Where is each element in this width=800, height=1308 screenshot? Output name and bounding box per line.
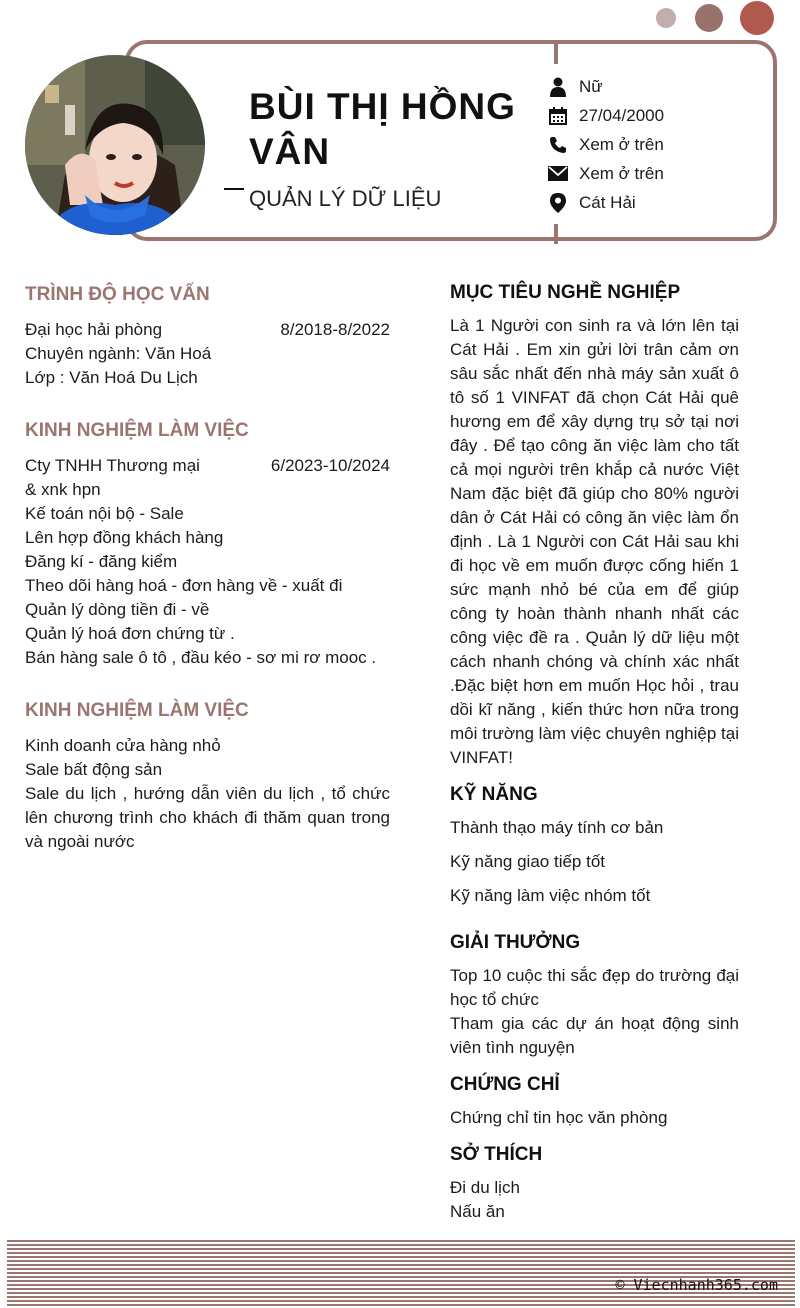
contact-birthday — [548, 101, 664, 130]
left-column — [25, 282, 390, 854]
objective-title: MỤC TIÊU NGHỀ NGHIỆP — [450, 282, 681, 303]
certificates-section — [450, 1072, 739, 1130]
contact-gender — [548, 72, 664, 101]
experience-1-line: Kế toán nội bộ - Sale — [25, 504, 184, 523]
skills-title: KỸ NĂNG — [450, 784, 538, 805]
experience-1-line: Lên hợp đồng khách hàng — [25, 528, 224, 547]
hobby-item: Đi du lịch — [450, 1178, 520, 1197]
objective-text: Là 1 Người con sinh ra và lớn lên tại Cát Hải . Em xin gửi lời trân cảm ơn sâu sắc nhất đến nhà máy sản xuất ô tô số 1 VINFAT đã chọn Cát Hải quê hương em để xây dựng trụ sở tại nơi đây . Để tạo công ăn việc làm cho tất cả mọi người trên khắp cả nước Việt Nam đặc biệt đã giúp cho 80% người dân ở Cát Hải có công ăn việc làm ổn định . Là 1 Người con Cát Hải sau khi đi học về em muốn được cống hiến 1 sức mạnh nhỏ bé của em để giúp công ty hoàn thành nhanh nhất các công việc đề ra . Quản lý dữ liệu một cách nhanh chóng và chính xác nhất .Đặc biệt hơn em muốn Học hỏi , trau dồi kĩ năng , kiến thức hơn nữa trong môi trường làm việc chuyên nghiệp tại VINFAT! — [450, 316, 739, 767]
awards-section — [450, 930, 739, 1060]
experience-1-line: Quản lý hoá đơn chứng từ . — [25, 624, 235, 643]
person-icon — [548, 77, 568, 97]
skill-item: Kỹ năng làm việc nhóm tốt — [450, 886, 651, 905]
education-title: TRÌNH ĐỘ HỌC VẤN — [25, 284, 210, 305]
certificate-item: Chứng chỉ tin học văn phòng — [450, 1108, 668, 1127]
certificates-title: CHỨNG CHỈ — [450, 1074, 560, 1095]
header-divider-bottom — [554, 224, 558, 244]
decor-dot-large — [740, 1, 774, 35]
skills-section — [450, 782, 739, 908]
experience-2-title: KINH NGHIỆM LÀM VIỆC — [25, 700, 249, 721]
contact-email — [548, 159, 664, 188]
position-dash — [224, 188, 244, 190]
award-item: Tham gia các dự án hoạt động sinh viên tình nguyện — [450, 1014, 739, 1057]
contact-birthday-text: 27/04/2000 — [579, 105, 665, 125]
experience-2-line: Sale bất động sản — [25, 760, 163, 779]
experience-1-company-row — [25, 454, 390, 478]
contact-address-text: Cát Hải — [579, 192, 636, 212]
skill-item: Kỹ năng giao tiếp tốt — [450, 852, 606, 871]
location-pin-icon — [548, 193, 568, 213]
contact-email-text: Xem ở trên — [579, 163, 664, 183]
hobbies-section — [450, 1142, 739, 1224]
experience-1-title: KINH NGHIỆM LÀM VIỆC — [25, 420, 249, 441]
experience-1-company: Cty TNHH Thương mại — [25, 456, 200, 475]
education-line: Chuyên ngành: Văn Hoá — [25, 344, 212, 363]
education-section — [25, 282, 390, 390]
mail-icon — [548, 164, 568, 184]
skill-item: Thành thạo máy tính cơ bản — [450, 818, 664, 837]
hobby-item: Nấu ăn — [450, 1202, 505, 1221]
right-column — [450, 280, 739, 1224]
decor-dot-small — [656, 8, 676, 28]
candidate-position: QUẢN LÝ DỮ LIỆU — [249, 186, 442, 211]
contact-gender-text: Nữ — [579, 76, 603, 96]
education-period: 8/2018-8/2022 — [280, 320, 390, 339]
experience-2-line: Sale du lịch , hướng dẫn viên du lịch , tổ chức lên chương trình cho khách đi thăm quan trong và ngoài nước — [25, 784, 390, 851]
footer-stripes — [7, 1240, 795, 1308]
avatar — [25, 55, 205, 235]
experience-1-line: Theo dõi hàng hoá - đơn hàng về - xuất đi — [25, 576, 343, 595]
footer-copyright: © Viecnhanh365.com — [615, 1276, 778, 1294]
experience-1-line: & xnk hpn — [25, 480, 101, 499]
experience-1-line: Quản lý dòng tiền đi - về — [25, 600, 210, 619]
objective-section — [450, 280, 739, 770]
education-school-row — [25, 318, 390, 342]
education-school: Đại học hải phòng — [25, 320, 163, 339]
contact-address — [548, 188, 664, 217]
experience-1-line: Đăng kí - đăng kiểm — [25, 552, 178, 571]
awards-title: GIẢI THƯỞNG — [450, 932, 581, 953]
calendar-icon — [548, 106, 568, 126]
experience-2-line: Kinh doanh cửa hàng nhỏ — [25, 736, 221, 755]
experience-section-2 — [25, 698, 390, 854]
phone-icon — [548, 135, 568, 155]
hobbies-title: SỞ THÍCH — [450, 1144, 543, 1165]
decor-dot-medium — [695, 4, 723, 32]
candidate-name: BÙI THỊ HỒNG VÂN — [249, 86, 516, 172]
header-divider-top — [554, 40, 558, 64]
contact-phone — [548, 130, 664, 159]
experience-1-line: Bán hàng sale ô tô , đầu kéo - sơ mi rơ mooc . — [25, 648, 377, 667]
award-item: Top 10 cuộc thi sắc đẹp do trường đại học tổ chức — [450, 966, 739, 1009]
education-line: Lớp : Văn Hoá Du Lịch — [25, 368, 198, 387]
contact-list — [548, 72, 664, 217]
contact-phone-text: Xem ở trên — [579, 134, 664, 154]
experience-1-period: 6/2023-10/2024 — [270, 456, 390, 475]
experience-section-1 — [25, 418, 390, 670]
